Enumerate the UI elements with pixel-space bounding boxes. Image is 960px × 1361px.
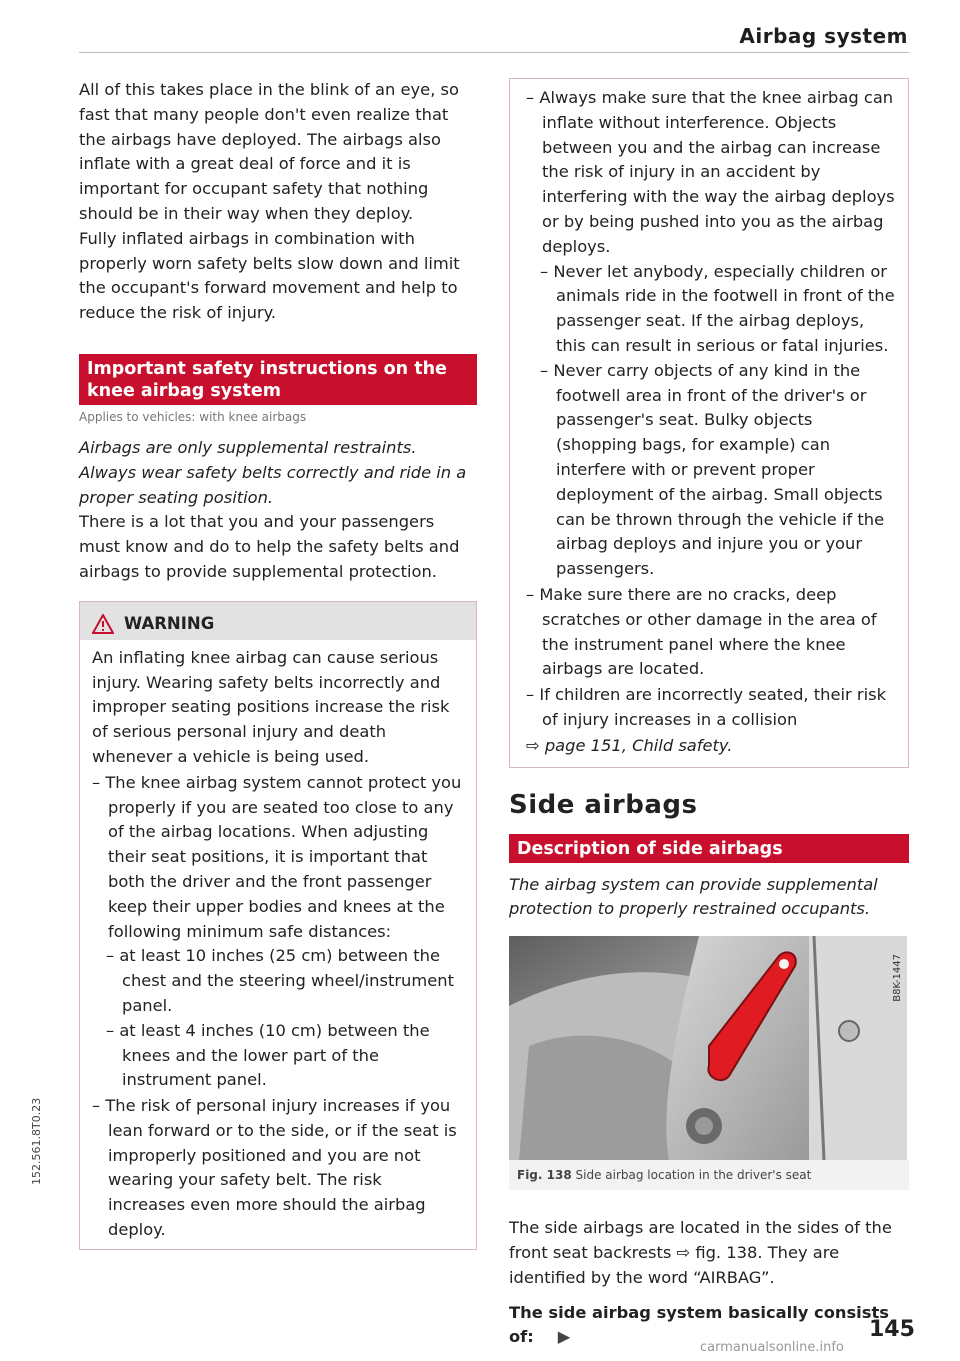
warning-text: An inflating knee airbag can cause serious injury. Wearing safety belts incorrectly and improper seating positions increase the risk of serious personal injury and death whenever a vehicle is being used.	[92, 647, 450, 766]
figure-138	[509, 936, 909, 1190]
right-column	[509, 78, 909, 1350]
figure-caption	[509, 1160, 909, 1190]
document-code: 152.561.8T0.23	[30, 1097, 43, 1185]
continue-arrow-icon: ▶	[557, 1327, 571, 1347]
knee-airbag-heading: Important safety instructions on the knee airbag system	[79, 354, 477, 405]
knee-intro: Airbags are only supplemental restraints. Always wear safety belts correctly and ride in a proper seating position.	[79, 437, 467, 507]
warning-subitem: – at least 4 inches (10 cm) between the knees and the lower part of the instrument panel.	[106, 1020, 430, 1090]
warning-subitem: – at least 10 inches (25 cm) between the chest and the steering wheel/instrument panel.	[106, 946, 454, 1015]
page-number: 145	[869, 1317, 915, 1342]
figure-caption-text: Side airbag location in the driver's seat	[575, 1168, 812, 1183]
section-title: Airbag system	[739, 24, 908, 48]
paragraph-inflated: Fully inflated airbags in combination with properly worn safety belts slow down and limit the occupant's forward movement and help to reduce the risk of injury.	[79, 228, 460, 323]
side-airbags-heading: Side airbags	[509, 789, 698, 820]
warning-continued-box	[509, 78, 909, 768]
warning-item: – The knee airbag system cannot protect you properly if you are seated too close to any of the airbag locations. When adjusting their seat positions, it is important that both the driver and the front passenger keep their upper bodies and knees at the following minimum safe distances:	[92, 772, 462, 941]
figure-code: B8K-1447	[892, 954, 903, 1002]
warning-item: – Make sure there are no cracks, deep scratches or other damage in the area of the instrument panel where the knee airbags are located.	[526, 584, 877, 679]
child-safety-link[interactable]: ⇨ page 151, Child safety.	[526, 735, 733, 755]
description-heading: Description of side airbags	[509, 834, 909, 863]
paragraph-passengers: There is a lot that you and your passengers must know and do to help the safety belts and airbags to provide supplemental protection.	[79, 512, 460, 581]
header-rule	[79, 52, 909, 53]
warning-item: – Always make sure that the knee airbag can inflate without interference. Objects between you and the airbag can increase the risk of injury in an accident by interfering with the way the airbag deploys or by being pushed into you as the airbag deploys.	[526, 88, 895, 256]
warning-item: – If children are incorrectly seated, their risk of injury increases in a collision	[526, 685, 887, 729]
applies-note: Applies to vehicles: with knee airbags	[79, 409, 307, 424]
side-airbags-location: The side airbags are located in the sides of the front seat backrests ⇨ fig. 138. They are identified by the word “AIRBAG”.	[509, 1218, 892, 1287]
warning-subitem: – Never carry objects of any kind in the footwell area in front of the driver's or passenger's seat. Bulky objects (shopping bags, for example) can interfere with or prevent proper deployment of the airbag. Small objects can be thrown through the vehicle if the airbag deploys and injure you or your passengers.	[540, 360, 885, 579]
warning-subitem: – Never let anybody, especially children or animals ride in the footwell in front of the passenger seat. If the airbag deploys, this can result in serious or fatal injuries.	[540, 261, 895, 355]
warning-item: – The risk of personal injury increases if you lean forward or to the side, or if the seat is improperly positioned and you are not wearing your safety belt. The risk increases even more should the airbag deploy.	[92, 1096, 457, 1240]
consists-text: The side airbag system basically consists of:	[509, 1302, 889, 1347]
warning-box	[79, 601, 477, 1250]
left-column	[79, 78, 477, 1250]
warning-triangle-icon	[92, 614, 114, 634]
warning-header	[80, 602, 476, 640]
side-airbags-intro: The airbag system can provide supplemental protection to properly restrained occupants.	[509, 874, 878, 919]
warning-title: WARNING	[124, 614, 215, 634]
warning-body	[80, 640, 476, 1249]
seat-illustration	[509, 936, 907, 1160]
figure-label: Fig. 138	[517, 1168, 572, 1183]
watermark: carmanualsonline.info	[700, 1340, 844, 1355]
seat-airbag-image	[509, 936, 907, 1160]
paragraph-blink: All of this takes place in the blink of an eye, so fast that many people don't even realize that the airbags have deployed. The airbags also inflate with a great deal of force and it is important for occupant safety that nothing should be in their way when they deploy.	[79, 80, 459, 223]
